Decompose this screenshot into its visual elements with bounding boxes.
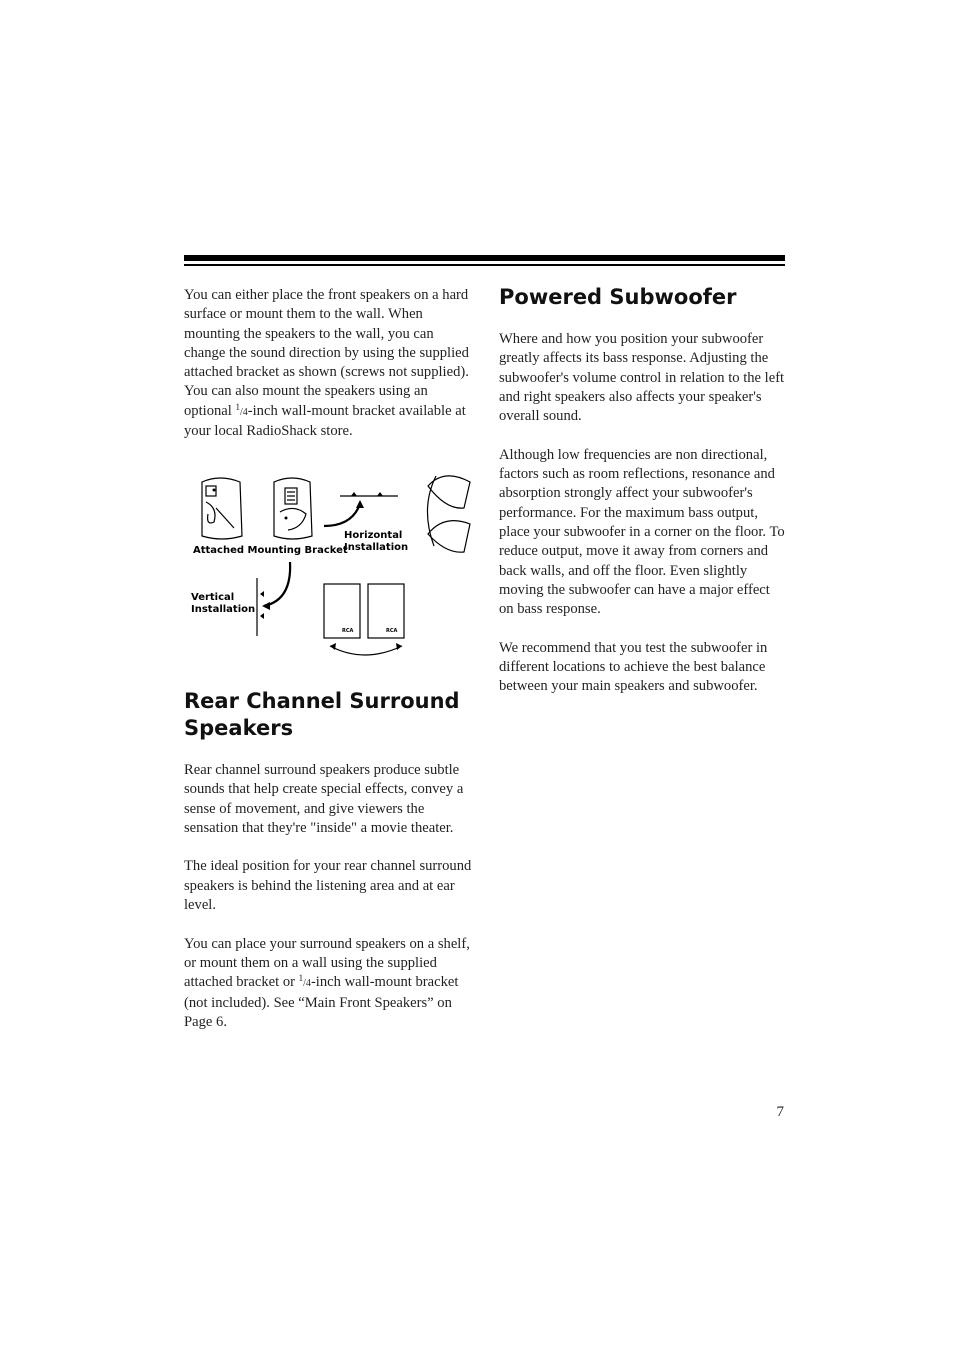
rear-channel-heading: Rear Channel Surround Speakers — [184, 689, 460, 740]
page-number: 7 — [776, 1104, 784, 1120]
rear-paragraph-3: You can place your surround speakers on a shelf, or mount them on a wall using the supplied attached bracket or $^1$/4-inch wall-mount bracket (not included). See “Main Front Speakers” on Page 6. — [184, 935, 470, 1030]
mounting-diagram — [184, 468, 484, 663]
subwoofer-column — [499, 284, 787, 716]
header-rule-thin — [184, 264, 785, 266]
front-speakers-text — [184, 286, 474, 461]
label-attached-bracket: Attached Mounting Bracket — [193, 545, 348, 556]
mounting-illustration — [184, 468, 484, 663]
subwoofer-paragraph-1: Where and how you position your subwoofer greatly affects its bass response. Adjusting the subwoofer's volume control in relation to the left and right speakers also affects your speaker's overall sound. — [499, 331, 785, 425]
header-rule-thick — [184, 255, 785, 261]
label-vertical-installation: Vertical Installation — [191, 592, 256, 615]
speaker-logo-right: RCA — [386, 628, 398, 634]
rear-paragraph-1: Rear channel surround speakers produce subtle sounds that help create special effects, convey a sense of movement, and give viewers the sensation that they're "inside" a movie theater. — [184, 762, 464, 836]
intro-paragraph: You can either place the front speakers on a hard surface or mount them to the wall. When mounting the speakers to the wall, you can change the sound direction by using the supplied attached bracket as shown (screws not supplied). You can also mount the speakers using an optional $^1$/4-inch wall-mount bracket available at your local RadioShack store. — [184, 287, 469, 440]
rear-channel-text — [184, 761, 474, 1051]
rear-paragraph-2: The ideal position for your rear channel surround speakers is behind the listening area and at ear level. — [184, 858, 472, 914]
speaker-logo-left: RCA — [342, 628, 354, 634]
subwoofer-paragraph-3: We recommend that you test the subwoofer in different locations to achieve the best balance between your main speakers and subwoofer. — [499, 639, 768, 695]
subwoofer-paragraph-2: Although low frequencies are non directional, factors such as room reflections, resonance and absorption strongly affect your subwoofer's performance. For the maximum bass output, place your subwoofer in a corner on the floor. To reduce output, move it away from corners and back walls, and off the floor. Even slightly moving the subwoofer can have a major effect on bass response. — [499, 446, 785, 618]
label-horizontal-installation: Horizontal Installation — [344, 530, 409, 553]
subwoofer-heading: Powered Subwoofer — [499, 285, 737, 309]
